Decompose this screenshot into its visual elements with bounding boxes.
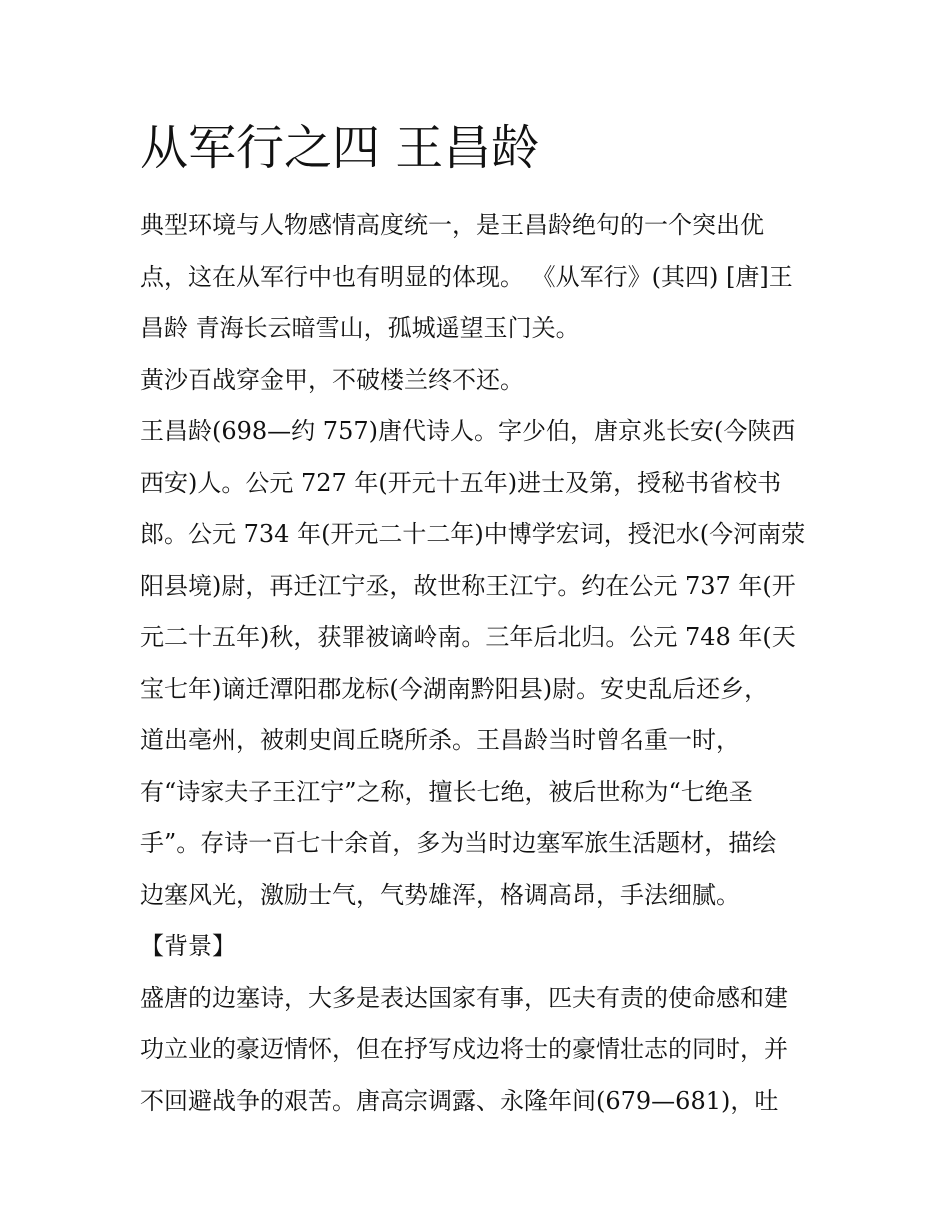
text-line: 典型环境与人物感情高度统一，是王昌龄绝句的一个突出优 <box>140 211 764 239</box>
section-heading-background: 【背景】 <box>140 932 236 960</box>
text-line: 盛唐的边塞诗，大多是表达国家有事，匹夫有责的使命感和建 <box>140 983 788 1012</box>
text-line: 王昌龄(698—约 757)唐代诗人。字少伯，唐京兆长安(今陕西 <box>140 417 796 445</box>
text-line: 阳县境)尉，再迁江宁丞，故世称王江宁。约在公元 737 年(开 <box>140 571 796 600</box>
text-line: 郎。公元 734 年(开元二十二年)中博学宏词，授汜水(今河南荥 <box>140 520 806 548</box>
text-line: 点，这在从军行中也有明显的体现。 《从军行》(其四) [唐]王 <box>140 262 793 291</box>
text-line: 黄沙百战穿金甲，不破楼兰终不还。 <box>140 365 524 394</box>
text-line: 功立业的豪迈情怀，但在抒写戍边将士的豪情壮志的同时，并 <box>140 1035 788 1063</box>
document-title: 从军行之四 王昌龄 <box>140 120 540 176</box>
text-line: 有“诗家夫子王江宁”之称，擅长七绝，被后世称为“七绝圣 <box>140 777 753 806</box>
text-line: 元二十五年)秋，获罪被谪岭南。三年后北归。公元 748 年(天 <box>140 623 796 651</box>
text-line: 边塞风光，激励士气，气势雄浑，格调高昂，手法细腻。 <box>140 880 740 909</box>
document-body <box>140 200 830 1127</box>
text-line: 道出亳州，被刺史闾丘晓所杀。王昌龄当时曾名重一时， <box>140 726 740 754</box>
text-line: 西安)人。公元 727 年(开元十五年)进士及第，授秘书省校书 <box>140 468 782 497</box>
text-line: 宝七年)谪迁潭阳郡龙标(今湖南黔阳县)尉。安史乱后还乡， <box>140 674 769 703</box>
text-line: 不回避战争的艰苦。唐高宗调露、永隆年间(679—681)，吐 <box>140 1086 779 1115</box>
text-line: 手”。存诗一百七十余首，多为当时边塞军旅生活题材，描绘 <box>140 829 777 857</box>
text-line: 昌龄 青海长云暗雪山，孤城遥望玉门关。 <box>140 314 580 342</box>
